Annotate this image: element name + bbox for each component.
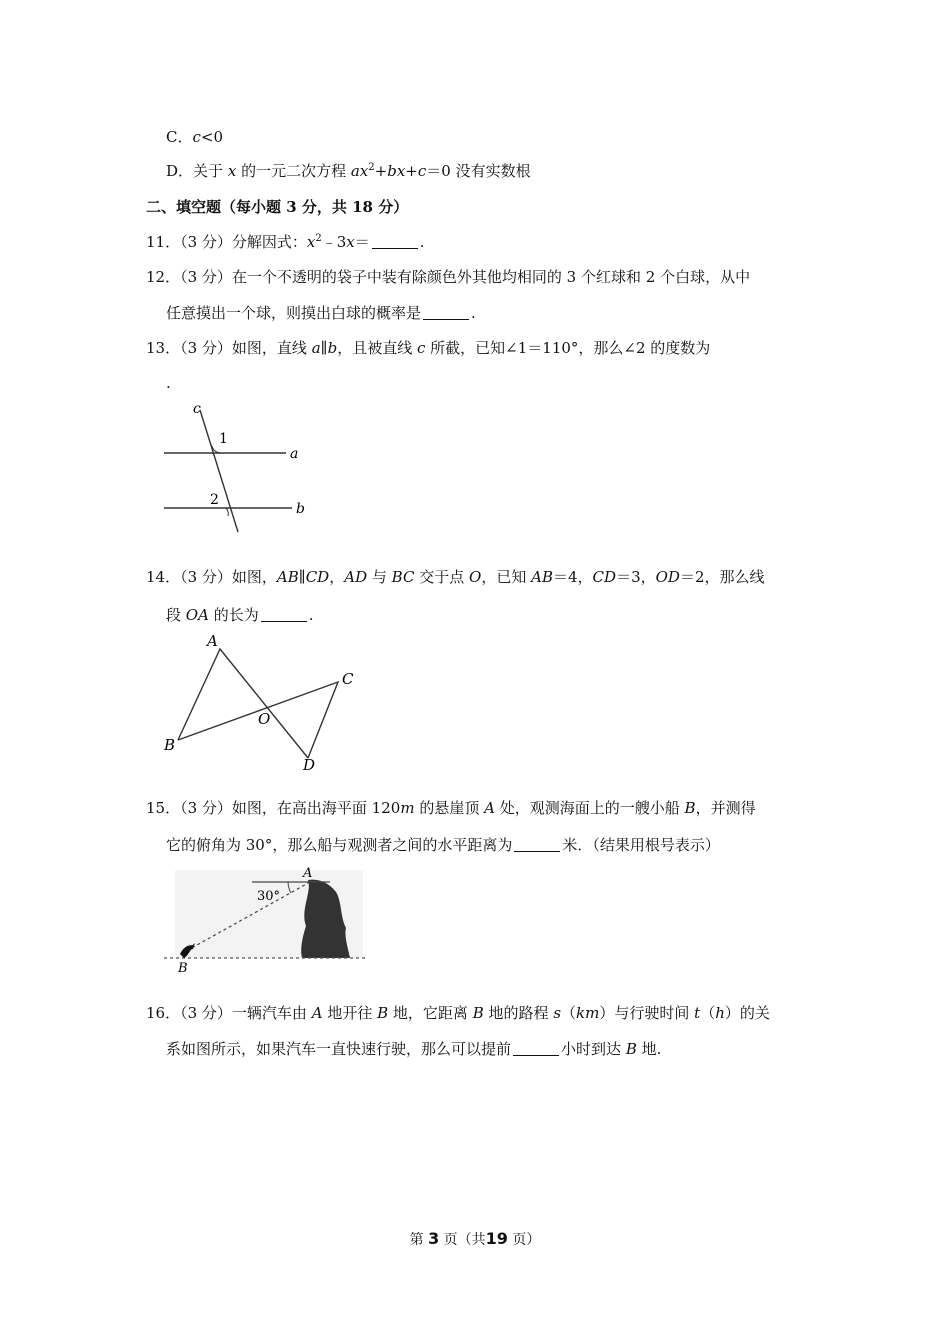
q11-exp: 2	[315, 233, 322, 244]
q16-number: 16．	[146, 1004, 181, 1022]
label-b: b	[296, 501, 305, 517]
q15-m: m	[400, 799, 415, 817]
q15-a: A	[484, 799, 495, 817]
q12-end: .	[471, 304, 476, 322]
q14-ad: AD	[344, 568, 368, 586]
q16-km: km	[576, 1004, 600, 1022]
question-12-line2	[166, 303, 476, 323]
q11-var-x2: x	[346, 233, 355, 251]
q16-text5: （	[561, 1004, 577, 1022]
q15-l2a: 它的俯角为 30°，那么船与观测者之间的水平距离为	[166, 836, 513, 854]
q11-mid: ﹣3	[321, 233, 347, 251]
q11-text: （3 分）分解因式：	[180, 233, 307, 251]
q12-text2: 任意摸出一个球，则摸出白球的概率是	[166, 304, 422, 322]
q13-number: 13．	[146, 339, 181, 357]
point-D: D	[303, 756, 316, 774]
q16-b: B	[377, 1004, 389, 1022]
q13-text1: （3 分）如图，直线	[180, 339, 307, 357]
q11-eq: ＝	[354, 233, 370, 251]
page-footer	[0, 1229, 950, 1249]
q16-text6: ）与行驶时间	[599, 1004, 690, 1022]
figure-cliff	[160, 862, 370, 976]
q16-text2: 地开往	[327, 1004, 373, 1022]
q13-var-a: a	[311, 339, 321, 357]
q14-l2a: 段	[166, 606, 182, 624]
footer-total-pages: 19	[485, 1229, 508, 1248]
footer-post: 页）	[512, 1232, 541, 1248]
q11-number: 11．	[146, 233, 181, 251]
segment-B-A-D	[178, 649, 308, 758]
point-B: B	[164, 736, 176, 754]
q14-cd: CD	[305, 568, 330, 586]
label-c: c	[193, 401, 201, 417]
q12-text1: （3 分）在一个不透明的袋子中装有除颜色外其他均相同的 3 个红球和 2 个白球，从中	[180, 268, 751, 286]
footer-pre: 第	[409, 1232, 424, 1248]
q14-ab2: AB	[531, 568, 553, 586]
q15-text2: 的悬崖顶	[419, 799, 480, 817]
q14-oa: OA	[185, 606, 209, 624]
q11-var-x: x	[306, 233, 316, 251]
option-d-ax: ax	[350, 162, 369, 180]
q14-text4: ，已知	[481, 568, 527, 586]
q14-bc: BC	[391, 568, 415, 586]
question-16-line2	[166, 1039, 661, 1059]
question-14-line1	[146, 567, 764, 587]
question-15-line1	[146, 798, 756, 818]
q12-answer-blank[interactable]	[423, 305, 469, 320]
option-d	[166, 161, 531, 181]
option-c-label: C．	[166, 128, 193, 146]
q15-b: B	[684, 799, 696, 817]
q13-text2: ，且被直线	[337, 339, 413, 357]
q14-sep: ，	[329, 568, 345, 586]
section-title: 二、填空题（每小题 3 分，共 18 分）	[146, 198, 409, 216]
q16-l2c: 地.	[641, 1040, 662, 1058]
point-A-cliff: A	[303, 866, 313, 881]
question-13-line2: .	[166, 374, 171, 392]
figure-crossed-triangles	[160, 632, 360, 772]
option-d-text: 的一元二次方程	[241, 162, 347, 180]
q14-v3: ＝2，那么线	[679, 568, 765, 586]
q16-h: h	[715, 1004, 725, 1022]
q13-var-b: b	[327, 339, 338, 357]
point-O: O	[258, 710, 271, 728]
q14-od: OD	[655, 568, 680, 586]
question-11	[146, 232, 425, 252]
option-d-c: c	[417, 162, 427, 180]
footer-page-number: 3	[428, 1229, 440, 1248]
question-14-line2	[166, 605, 314, 625]
point-C: C	[342, 670, 354, 688]
q15-l2b: 米．（结果用根号表示）	[562, 836, 720, 854]
option-d-label: D．关于	[166, 162, 224, 180]
option-d-rest: ＝0 没有实数根	[426, 162, 531, 180]
option-d-bx: bx	[387, 162, 406, 180]
q16-t: t	[694, 1004, 701, 1022]
q14-cd2: CD	[592, 568, 617, 586]
q14-parallel: ∥	[298, 568, 306, 586]
q14-ab: AB	[276, 568, 299, 586]
q11-end: .	[419, 233, 425, 251]
q16-b3: B	[625, 1040, 637, 1058]
q15-text3: 处，观测海面上的一艘小船	[499, 799, 680, 817]
q16-text7: （	[700, 1004, 716, 1022]
q14-end: .	[308, 606, 314, 624]
q14-v2: ＝3，	[616, 568, 656, 586]
q16-text3: 地，它距离	[392, 1004, 468, 1022]
q15-text1: （3 分）如图，在高出海平面 120	[180, 799, 401, 817]
q13-var-c: c	[416, 339, 426, 357]
q16-text8: ）的关	[724, 1004, 770, 1022]
q14-l2b: 的长为	[213, 606, 259, 624]
q14-text1: （3 分）如图，	[180, 568, 277, 586]
option-d-plus1: +	[374, 162, 388, 180]
line-c	[200, 410, 238, 532]
q15-text4: ，并测得	[695, 799, 756, 817]
q16-text1: （3 分）一辆汽车由	[180, 1004, 307, 1022]
q16-b2: B	[472, 1004, 484, 1022]
option-d-plus2: +	[405, 162, 418, 180]
label-1: 1	[219, 431, 228, 447]
question-12-line1	[146, 267, 750, 287]
label-30-degrees: 30°	[257, 889, 281, 904]
q14-text2: 与	[371, 568, 387, 586]
q16-l2b: 小时到达	[561, 1040, 622, 1058]
q15-answer-blank[interactable]	[514, 837, 560, 852]
question-13-line1	[146, 338, 710, 358]
figure-parallel-lines	[160, 398, 320, 538]
q13-text3: 所截，已知∠1＝110°，那么∠2 的度数为	[430, 339, 711, 357]
q16-s: s	[553, 1004, 562, 1022]
option-d-var-x: x	[227, 162, 237, 180]
q12-number: 12．	[146, 268, 181, 286]
q16-answer-blank[interactable]	[513, 1041, 559, 1056]
question-16-line1	[146, 1003, 770, 1023]
q15-number: 15．	[146, 799, 181, 817]
point-B-boat: B	[178, 961, 188, 976]
option-c-var: c	[192, 128, 201, 146]
option-c-text: <0	[200, 128, 224, 146]
angle-2-arc	[226, 508, 228, 516]
q16-a: A	[311, 1004, 323, 1022]
footer-mid: 页（共	[443, 1232, 486, 1248]
q13-parallel: ∥	[320, 339, 328, 357]
q16-text4: 地的路程	[488, 1004, 549, 1022]
question-15-line2	[166, 835, 720, 855]
q11-answer-blank[interactable]	[372, 234, 418, 249]
option-c	[166, 127, 223, 147]
q16-l2a: 系如图所示，如果汽车一直快速行驶，那么可以提前	[166, 1040, 512, 1058]
q14-number: 14．	[146, 568, 181, 586]
q14-o: O	[469, 568, 482, 586]
q14-v1: ＝4，	[553, 568, 593, 586]
label-a: a	[290, 446, 299, 462]
option-d-exp: 2	[368, 162, 375, 173]
q14-text3: 交于点	[419, 568, 465, 586]
q14-answer-blank[interactable]	[261, 607, 307, 622]
point-A: A	[207, 632, 218, 650]
label-2: 2	[210, 492, 219, 508]
